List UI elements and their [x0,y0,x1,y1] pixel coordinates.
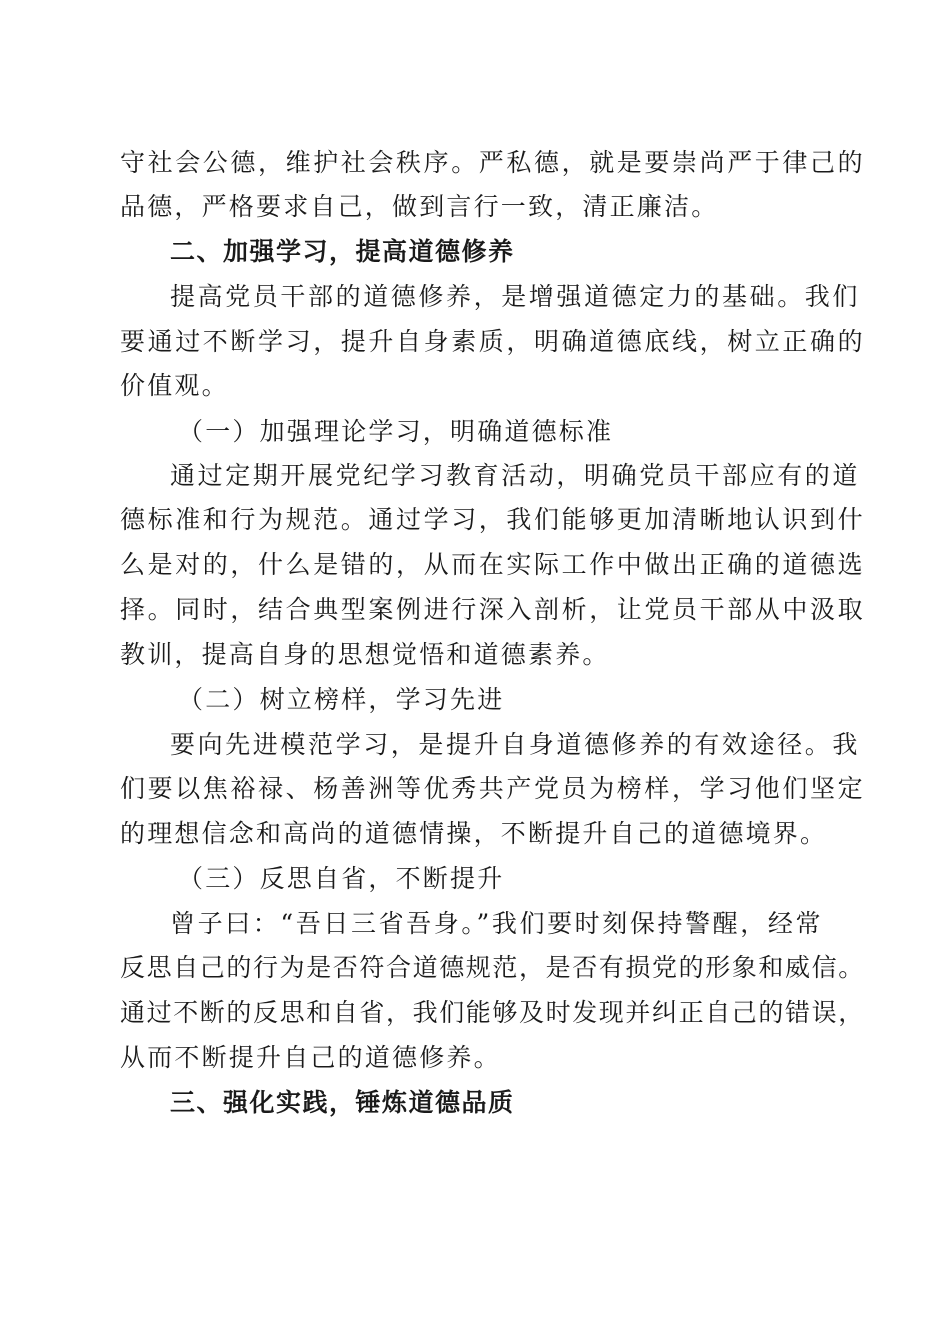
paragraph-line: 从而不断提升自己的道德修养。 [120,1043,501,1072]
subsection-heading: （三）反思自省，不断提升 [178,864,505,893]
paragraph-line: 价值观。 [120,371,229,400]
paragraph-line: 么是对的，什么是错的，从而在实际工作中做出正确的道德选 [120,550,866,579]
paragraph-line: 要向先进模范学习，是提升自身道德修养的有效途径。我 [170,730,861,759]
paragraph-line: 的理想信念和高尚的道德情操，不断提升自己的道德境界。 [120,819,828,848]
paragraph-line: 曾子曰：“吾日三省吾身。”我们要时刻保持警醒，经常 [170,909,824,938]
section-heading: 三、强化实践，锤炼道德品质 [170,1088,515,1117]
subsection-heading: （一）加强理论学习，明确道德标准 [178,417,614,446]
paragraph-line: 通过定期开展党纪学习教育活动，明确党员干部应有的道 [170,461,861,490]
paragraph-line: 要通过不断学习，提升自身素质，明确道德底线，树立正确的 [120,327,866,356]
paragraph-line: 择。同时，结合典型案例进行深入剖析，让党员干部从中汲取 [120,595,866,624]
paragraph-line: 品德，严格要求自己，做到言行一致，清正廉洁。 [120,192,719,221]
paragraph-line: 反思自己的行为是否符合道德规范，是否有损党的形象和威信。 [120,953,865,982]
paragraph-line: 们要以焦裕禄、杨善洲等优秀共产党员为榜样，学习他们坚定 [120,774,866,803]
paragraph-line: 提高党员干部的道德修养，是增强道德定力的基础。我们 [170,282,861,311]
paragraph-line: 德标准和行为规范。通过学习，我们能够更加清晰地认识到什 [120,505,866,534]
paragraph-line: 教训，提高自身的思想觉悟和道德素养。 [120,640,610,669]
subsection-heading: （二）树立榜样，学习先进 [178,685,505,714]
section-heading: 二、加强学习，提高道德修养 [170,237,515,266]
paragraph-line: 通过不断的反思和自省，我们能够及时发现并纠正自己的错误， [120,998,865,1027]
paragraph-line: 守社会公德，维护社会秩序。严私德，就是要崇尚严于律己的 [120,148,866,177]
